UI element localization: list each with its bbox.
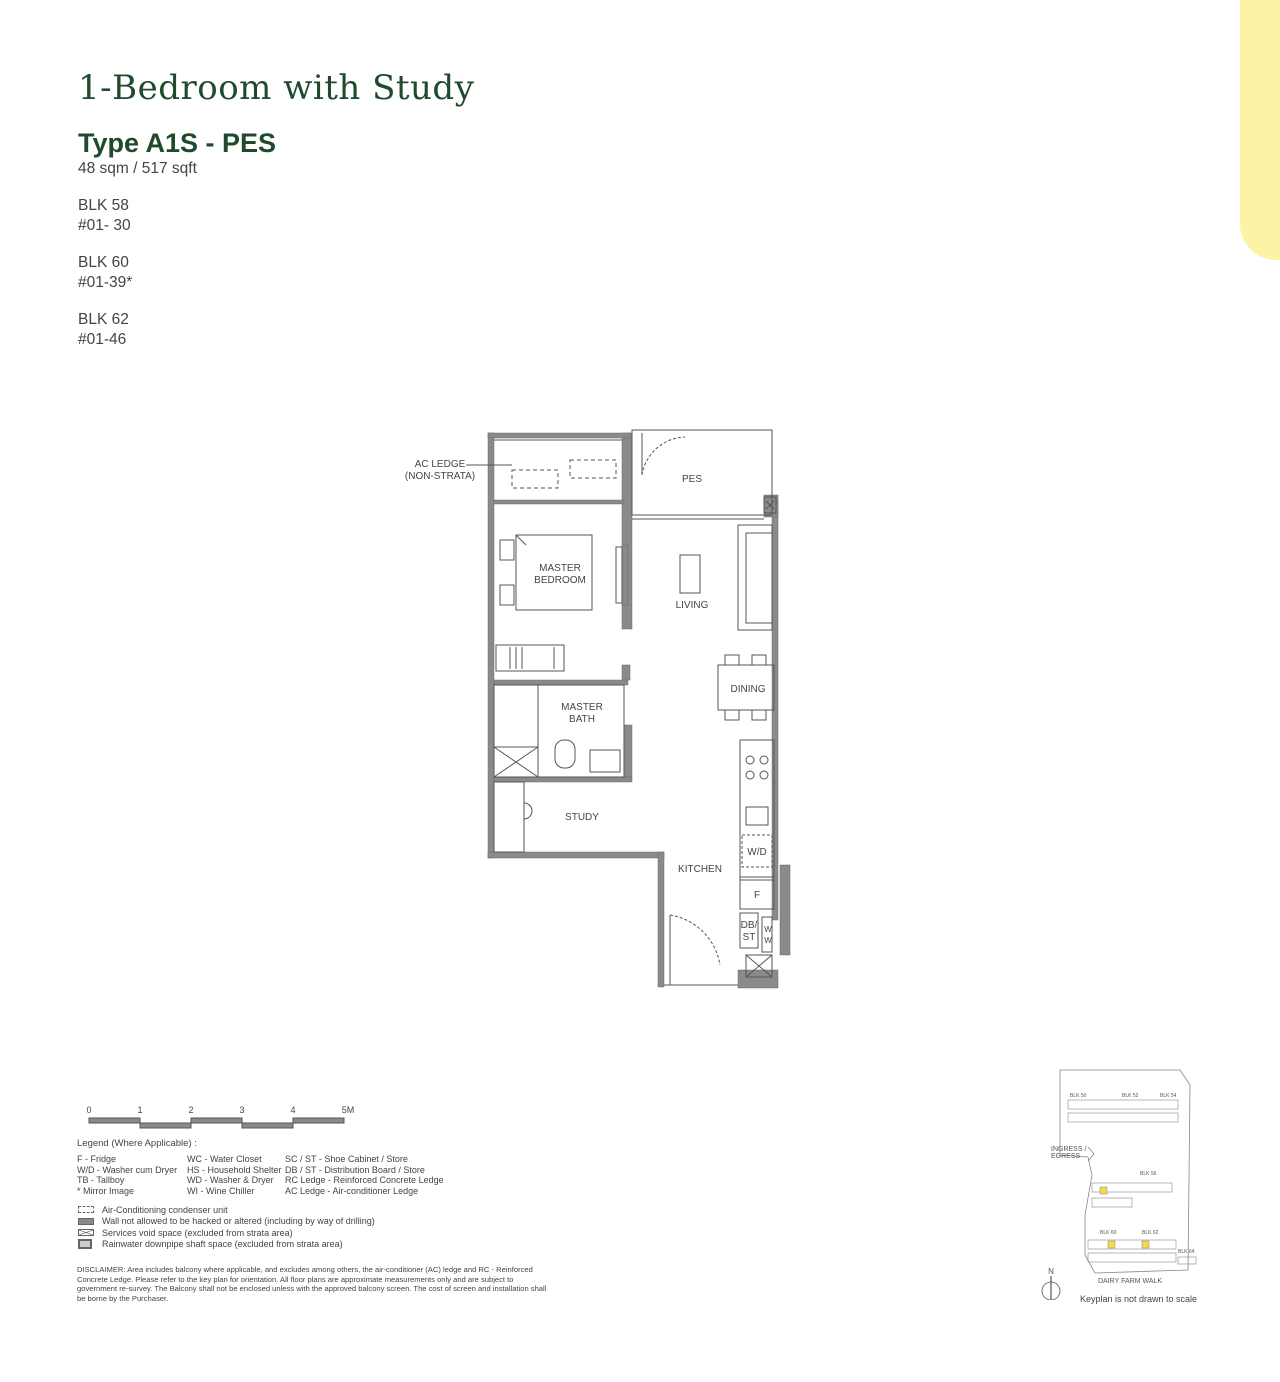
highlight-unit-blk60	[1108, 1241, 1115, 1248]
legend-item: TB - Tallboy	[77, 1175, 125, 1186]
north-arrow-icon	[1042, 1267, 1060, 1300]
wall-kitchen-left	[658, 852, 664, 987]
bedside-table-2	[500, 585, 514, 605]
unit-group	[78, 196, 132, 236]
room-label-master-bedroom: MASTER	[539, 563, 581, 574]
legend-item: DB / ST - Distribution Board / Store	[285, 1164, 425, 1175]
unit-block: BLK 62	[78, 311, 129, 328]
site-boundary	[1060, 1070, 1190, 1273]
wall-bedroom-right	[622, 545, 628, 605]
wall-bedroom-stub	[622, 665, 630, 680]
scale-tick: 5M	[341, 1105, 355, 1115]
room-label-living: LIVING	[675, 600, 709, 611]
legend-symbol-label: Wall not allowed to be hacked or altered (including by way of drilling)	[102, 1216, 375, 1227]
basin	[590, 750, 620, 772]
room-label-pes: PES	[681, 474, 703, 485]
legend-symbol-row	[78, 1239, 375, 1251]
legend-item: AC Ledge - Air-conditioner Ledge	[285, 1185, 419, 1196]
page-title: 1-Bedroom with Study	[78, 68, 475, 108]
room-label-study: STUDY	[565, 812, 599, 823]
room-label-kitchen: KITCHEN	[678, 864, 722, 875]
wall-study-bottom	[488, 852, 664, 858]
unit-type-name: Type A1S - PES	[78, 128, 277, 158]
ac-unit-1	[512, 470, 558, 488]
scale-tick: 4	[290, 1105, 296, 1115]
study-desk	[494, 782, 524, 852]
keyplan-label: BLK 64	[1178, 1249, 1195, 1255]
keyplan-label: BLK 56	[1140, 1171, 1157, 1177]
scale-tick: 0	[86, 1105, 92, 1115]
scale-tick: 1	[137, 1105, 143, 1115]
entrance-door-swing	[670, 915, 720, 965]
unit-group	[78, 310, 132, 350]
unit-block: BLK 60	[78, 254, 129, 271]
label-wd: W/D	[747, 847, 767, 858]
road-label: DAIRY FARM WALK	[1098, 1278, 1163, 1285]
unit-list	[78, 196, 132, 367]
legend-item: F - Fridge	[77, 1154, 117, 1164]
wall-bath-bottom	[494, 777, 632, 782]
toilet	[555, 740, 575, 768]
pes-door-swing	[642, 437, 685, 475]
disclaimer: DISCLAIMER: Area includes balcony where applicable, and excludes among others, the air-conditioner (AC) ledge and RC - Reinforced Concrete Ledge. Please refer to the key plan for orientation. All floor plans are approximate measurements only and are subject to government re-survey. The Balcony shall not be enclosed unless with the approved balcony screen. The cost of screen and installation shall be borne by the Purchaser.	[77, 1265, 547, 1303]
legend-symbols	[78, 1204, 375, 1250]
legend-item: SC / ST - Shoe Cabinet / Store	[285, 1154, 408, 1164]
dining-chair	[752, 655, 766, 665]
legend-symbol-row	[78, 1227, 375, 1239]
keyplan-label: BLK 52	[1122, 1093, 1139, 1099]
room-label-master-bath-2: BATH	[569, 714, 595, 725]
kitchen-counter	[740, 740, 774, 880]
ingress-label: INGRESS /	[1051, 1146, 1087, 1153]
unit-area: 48 sqm / 517 sqft	[78, 160, 197, 177]
bedside-table-1	[500, 540, 514, 560]
pes-outline	[632, 430, 772, 515]
rainwater-shaft-symbol-icon	[78, 1239, 92, 1249]
legend-symbol-label: Services void space (excluded from strata area)	[102, 1227, 293, 1238]
legend-symbol-row	[78, 1216, 375, 1228]
room-label-master-bedroom-2: BEDROOM	[534, 575, 586, 586]
ac-ledge-label: AC LEDGE	[414, 459, 466, 470]
scale-tick: 2	[188, 1105, 194, 1115]
highlight-unit-blk58	[1100, 1187, 1107, 1194]
legend-item: RC Ledge - Reinforced Concrete Ledge	[285, 1175, 444, 1186]
wall-bath-right	[624, 725, 632, 777]
ac-ledge-sublabel: (NON-STRATA)	[404, 471, 476, 482]
legend-title: Legend (Where Applicable) :	[77, 1138, 197, 1149]
wall-right-thick	[780, 865, 790, 955]
ingress-arrow-icon	[1088, 1147, 1094, 1161]
kitchen-sink	[746, 807, 768, 825]
legend-item: WD - Washer & Dryer	[187, 1175, 274, 1186]
label-st: ST	[742, 932, 756, 943]
master-bath-room	[538, 685, 624, 777]
unit-block: BLK 58	[78, 197, 129, 214]
scale-tick: 3	[239, 1105, 245, 1115]
legend-item: W/D - Washer cum Dryer	[77, 1164, 178, 1175]
wall-top-left	[488, 433, 630, 438]
legend-item: * Mirror Image	[77, 1185, 135, 1196]
legend-symbol-row	[78, 1204, 375, 1216]
highlight-unit-blk62	[1142, 1241, 1149, 1248]
unit-number: #01- 30	[78, 217, 131, 234]
label-fridge: F	[753, 890, 761, 901]
unit-number: #01-46	[78, 331, 127, 348]
keyplan-label: BLK 62	[1142, 1230, 1159, 1236]
keyplan-label: BLK 54	[1160, 1093, 1177, 1099]
keyplan-note: Keyplan is not drawn to scale	[1080, 1294, 1198, 1304]
north-label: N	[1048, 1267, 1054, 1276]
ac-condenser-symbol-icon	[78, 1206, 94, 1213]
corner-tab-accent	[1240, 0, 1280, 260]
egress-label: EGRESS	[1051, 1153, 1081, 1160]
bedroom-sliding-door	[616, 547, 622, 603]
room-label-dining: DINING	[730, 684, 766, 695]
label-w2: W	[764, 936, 772, 945]
legend-item: HS - Household Shelter	[187, 1164, 282, 1175]
unit-number: #01-39*	[78, 274, 133, 291]
wc-box	[762, 917, 772, 952]
wall-ac-bottom	[494, 500, 624, 504]
label-db: DB/	[740, 920, 758, 931]
keyplan-label: BLK 60	[1100, 1230, 1117, 1236]
dining-chair	[752, 710, 766, 720]
unit-group	[78, 253, 132, 293]
legend-abbreviations	[77, 1154, 475, 1196]
wall-left	[488, 433, 494, 858]
room-label-master-bath: MASTER	[561, 702, 603, 713]
dining-chair	[725, 655, 739, 665]
legend-item: WI - Wine Chiller	[187, 1185, 255, 1196]
legend-item: WC - Water Closet	[187, 1154, 262, 1164]
legend-symbol-label: Rainwater downpipe shaft space (excluded from strata area)	[102, 1239, 343, 1250]
legend-symbol-label: Air-Conditioning condenser unit	[102, 1204, 228, 1215]
key-plan	[1030, 1065, 1210, 1300]
dining-chair	[725, 710, 739, 720]
scale-bar	[76, 1102, 366, 1134]
wall-bedroom-bath	[494, 680, 628, 685]
services-void-symbol-icon	[78, 1229, 94, 1236]
structural-wall-symbol-icon	[78, 1218, 94, 1225]
bath-area	[494, 685, 538, 747]
coffee-table	[680, 555, 700, 593]
sofa	[738, 525, 772, 630]
label-w1: W	[764, 925, 772, 934]
keyplan-label: BLK 50	[1070, 1093, 1087, 1099]
ac-unit-2	[570, 460, 616, 478]
floor-plan	[380, 425, 820, 1000]
